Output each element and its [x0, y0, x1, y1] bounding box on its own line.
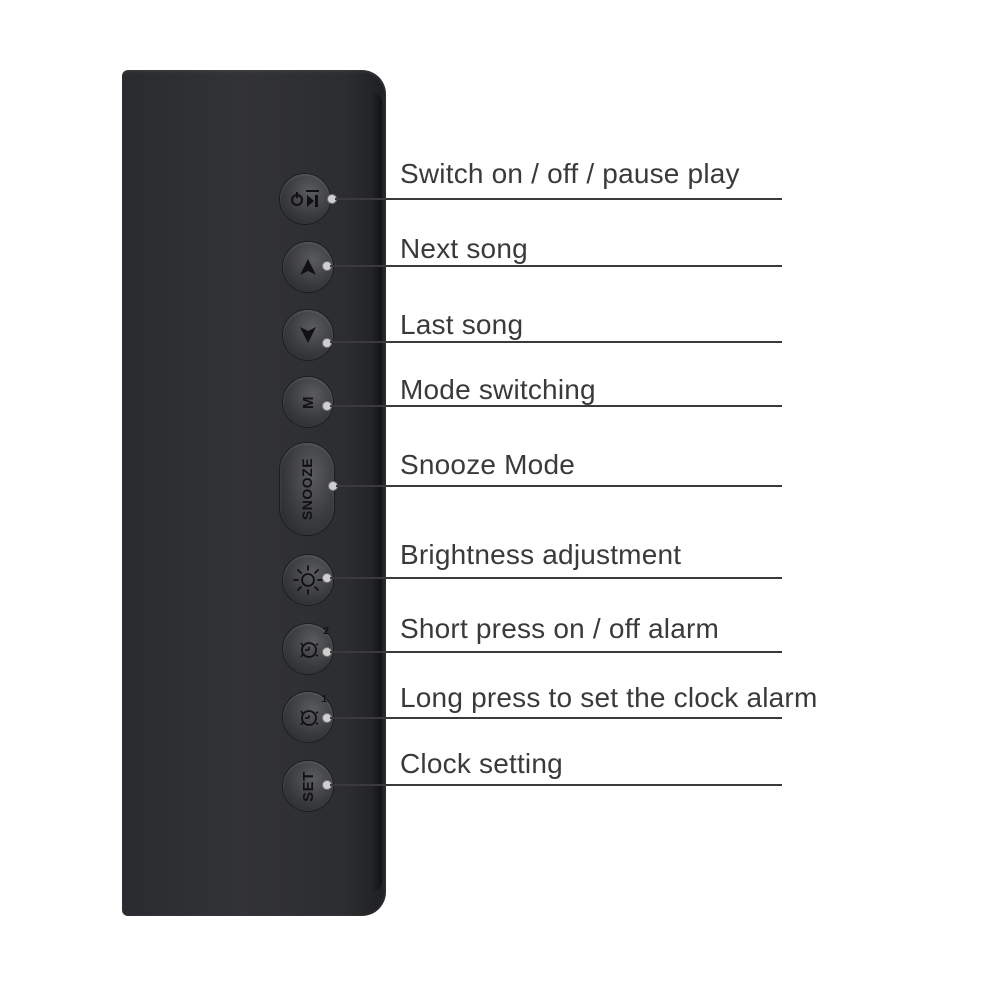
label-mode-switching: Mode switching [400, 374, 596, 405]
leader-line [336, 485, 782, 487]
set-button-text: SET [299, 770, 317, 802]
power-button[interactable] [280, 174, 330, 224]
leader-line [330, 717, 782, 719]
leader-line [335, 198, 782, 200]
alarm2-badge: 2 [323, 626, 329, 637]
leader-line [330, 577, 782, 579]
label-short-press-alarm: Short press on / off alarm [400, 613, 720, 644]
sun-icon [292, 564, 324, 596]
device-edge [372, 92, 382, 892]
snooze-button-text: SNOOZE [299, 457, 315, 521]
alarm-clock-1-icon [293, 702, 323, 732]
label-clock-setting: Clock setting [400, 748, 563, 779]
last-button[interactable] [283, 310, 333, 360]
label-power: Switch on / off / pause play [400, 158, 740, 189]
power-play-pause-icon [288, 187, 322, 211]
leader-dot [322, 338, 332, 348]
label-last-song: Last song [400, 309, 524, 340]
leader-line [330, 341, 782, 343]
mode-button-text: M [299, 395, 317, 409]
leader-line [330, 651, 782, 653]
label-snooze-mode: Snooze Mode [400, 449, 575, 480]
alarm1-badge: 1 [321, 694, 327, 705]
arrow-up-icon [297, 256, 319, 278]
arrow-down-icon [297, 324, 319, 346]
leader-line [330, 784, 782, 786]
leader-line [330, 265, 782, 267]
snooze-button[interactable] [280, 443, 334, 535]
label-next-song: Next song [400, 233, 528, 264]
label-brightness: Brightness adjustment [400, 539, 682, 570]
alarm-clock-2-icon [293, 634, 323, 664]
label-long-press-alarm: Long press to set the clock alarm [400, 682, 818, 713]
device-body [122, 70, 386, 916]
